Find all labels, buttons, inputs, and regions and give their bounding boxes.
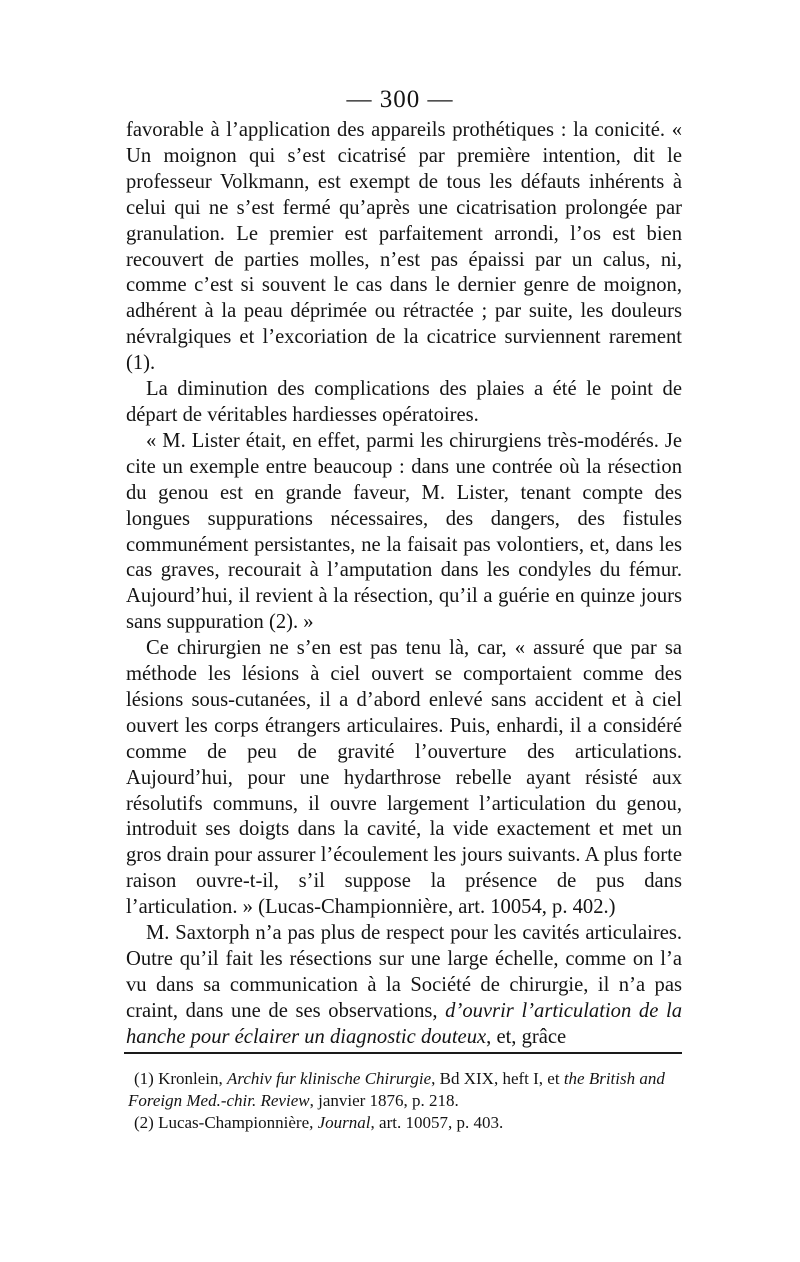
paragraph-5-italic: d’ouvrir l’articulation de la hanche pour éclairer un diagnostic douteux [126, 999, 682, 1048]
paragraph-4: Ce chirurgien ne s’en est pas tenu là, car, « assuré que par sa méthode les lésions à ciel ouvert se comportaient comme des lésions sous-cutanées, il a d’abord enlevé sans accident et à ciel ouvert les corps étrangers articulaires. Puis, enhardi, il a considéré comme de peu de gravité l’ouverture des articulations. Aujourd’hui, pour une hydarthrose rebelle ayant résisté aux résolutifs communs, il ouvre largement l’articulation du genou, introduit ses doigts dans la cavité, la vide exactement et met un gros drain pour assurer l’écoulement les jours suivants. A plus forte raison ouvre-t-il, s’il suppose la présence de pus dans l’articulation. » (Lucas-Championnière, art. 10054, p. 402.) [126, 637, 682, 919]
footnote-1-journal: Archiv fur klinische Chirurgie [227, 1069, 432, 1088]
footnote-1-text: (1) Kronlein, [134, 1069, 228, 1088]
footnotes [128, 1068, 684, 1134]
page-number: — 300 — [346, 86, 454, 113]
footnote-1-text-2: , Bd XIX, heft I, et [431, 1069, 564, 1088]
paragraph-5 [126, 921, 682, 1051]
paragraph-1: favorable à l’application des appareils prothétiques : la conicité. « Un moignon qui s’est cicatrisé par première intention, dit le professeur Volkmann, est exempt de tous les défauts inhérents à celui qui ne s’est fermé qu’après une cicatrisation prolongée par granulation. Le premier est parfaitement arrondi, l’os est bien recouvert de parties molles, n’est pas épaissi par un calus, ni, comme c’est si souvent le cas dans le dernier genre de moignon, adhérent à la peau déprimée ou rétractée ; par suite, les douleurs névralgiques et l’excoriation de la cicatrice surviennent rarement (1). [126, 119, 682, 375]
paragraph-2: La diminution des complications des plaies a été le point de départ de véritables hardiesses opératoires. [126, 378, 682, 426]
footnote-2-journal: Journal [317, 1113, 371, 1132]
paragraph-5-text: M. Saxtorph n’a pas plus de respect pour les cavités articulaires. Outre qu’il fait les résections sur une large échelle, comme on l’a vu dans sa communication à la Société de chirurgie, il n’a pas craint, dans une de ses observations, [126, 922, 682, 1022]
paragraph-3: « M. Lister était, en effet, parmi les chirurgiens très-modérés. Je cite un exemple entre beaucoup : dans une contrée où la résection du genou est en grande faveur, M. Lister, tenant compte des longues suppurations nécessaires, des dangers, des fistules communément persistantes, ne la faisait pas volontiers, et, dans les cas graves, recourait à l’amputation dans les condyles du fémur. Aujourd’hui, il revient à la résection, qu’il a guérie en quinze jours sans suppuration (2). » [126, 429, 682, 634]
footnote-2 [128, 1112, 684, 1134]
body-text [126, 118, 682, 1051]
footnote-1-review: the British and Foreign Med.-chir. Review [128, 1069, 665, 1110]
footnote-2-text-2: , art. 10057, p. 403. [370, 1113, 504, 1132]
footnote-1 [128, 1068, 684, 1112]
footnote-divider [124, 1052, 682, 1054]
footnote-1-text-3: , janvier 1876, p. 218. [309, 1091, 459, 1110]
footnote-2-text: (2) Lucas-Championnière, [134, 1113, 318, 1132]
paragraph-5-text-end: , et, grâce [486, 1025, 567, 1048]
